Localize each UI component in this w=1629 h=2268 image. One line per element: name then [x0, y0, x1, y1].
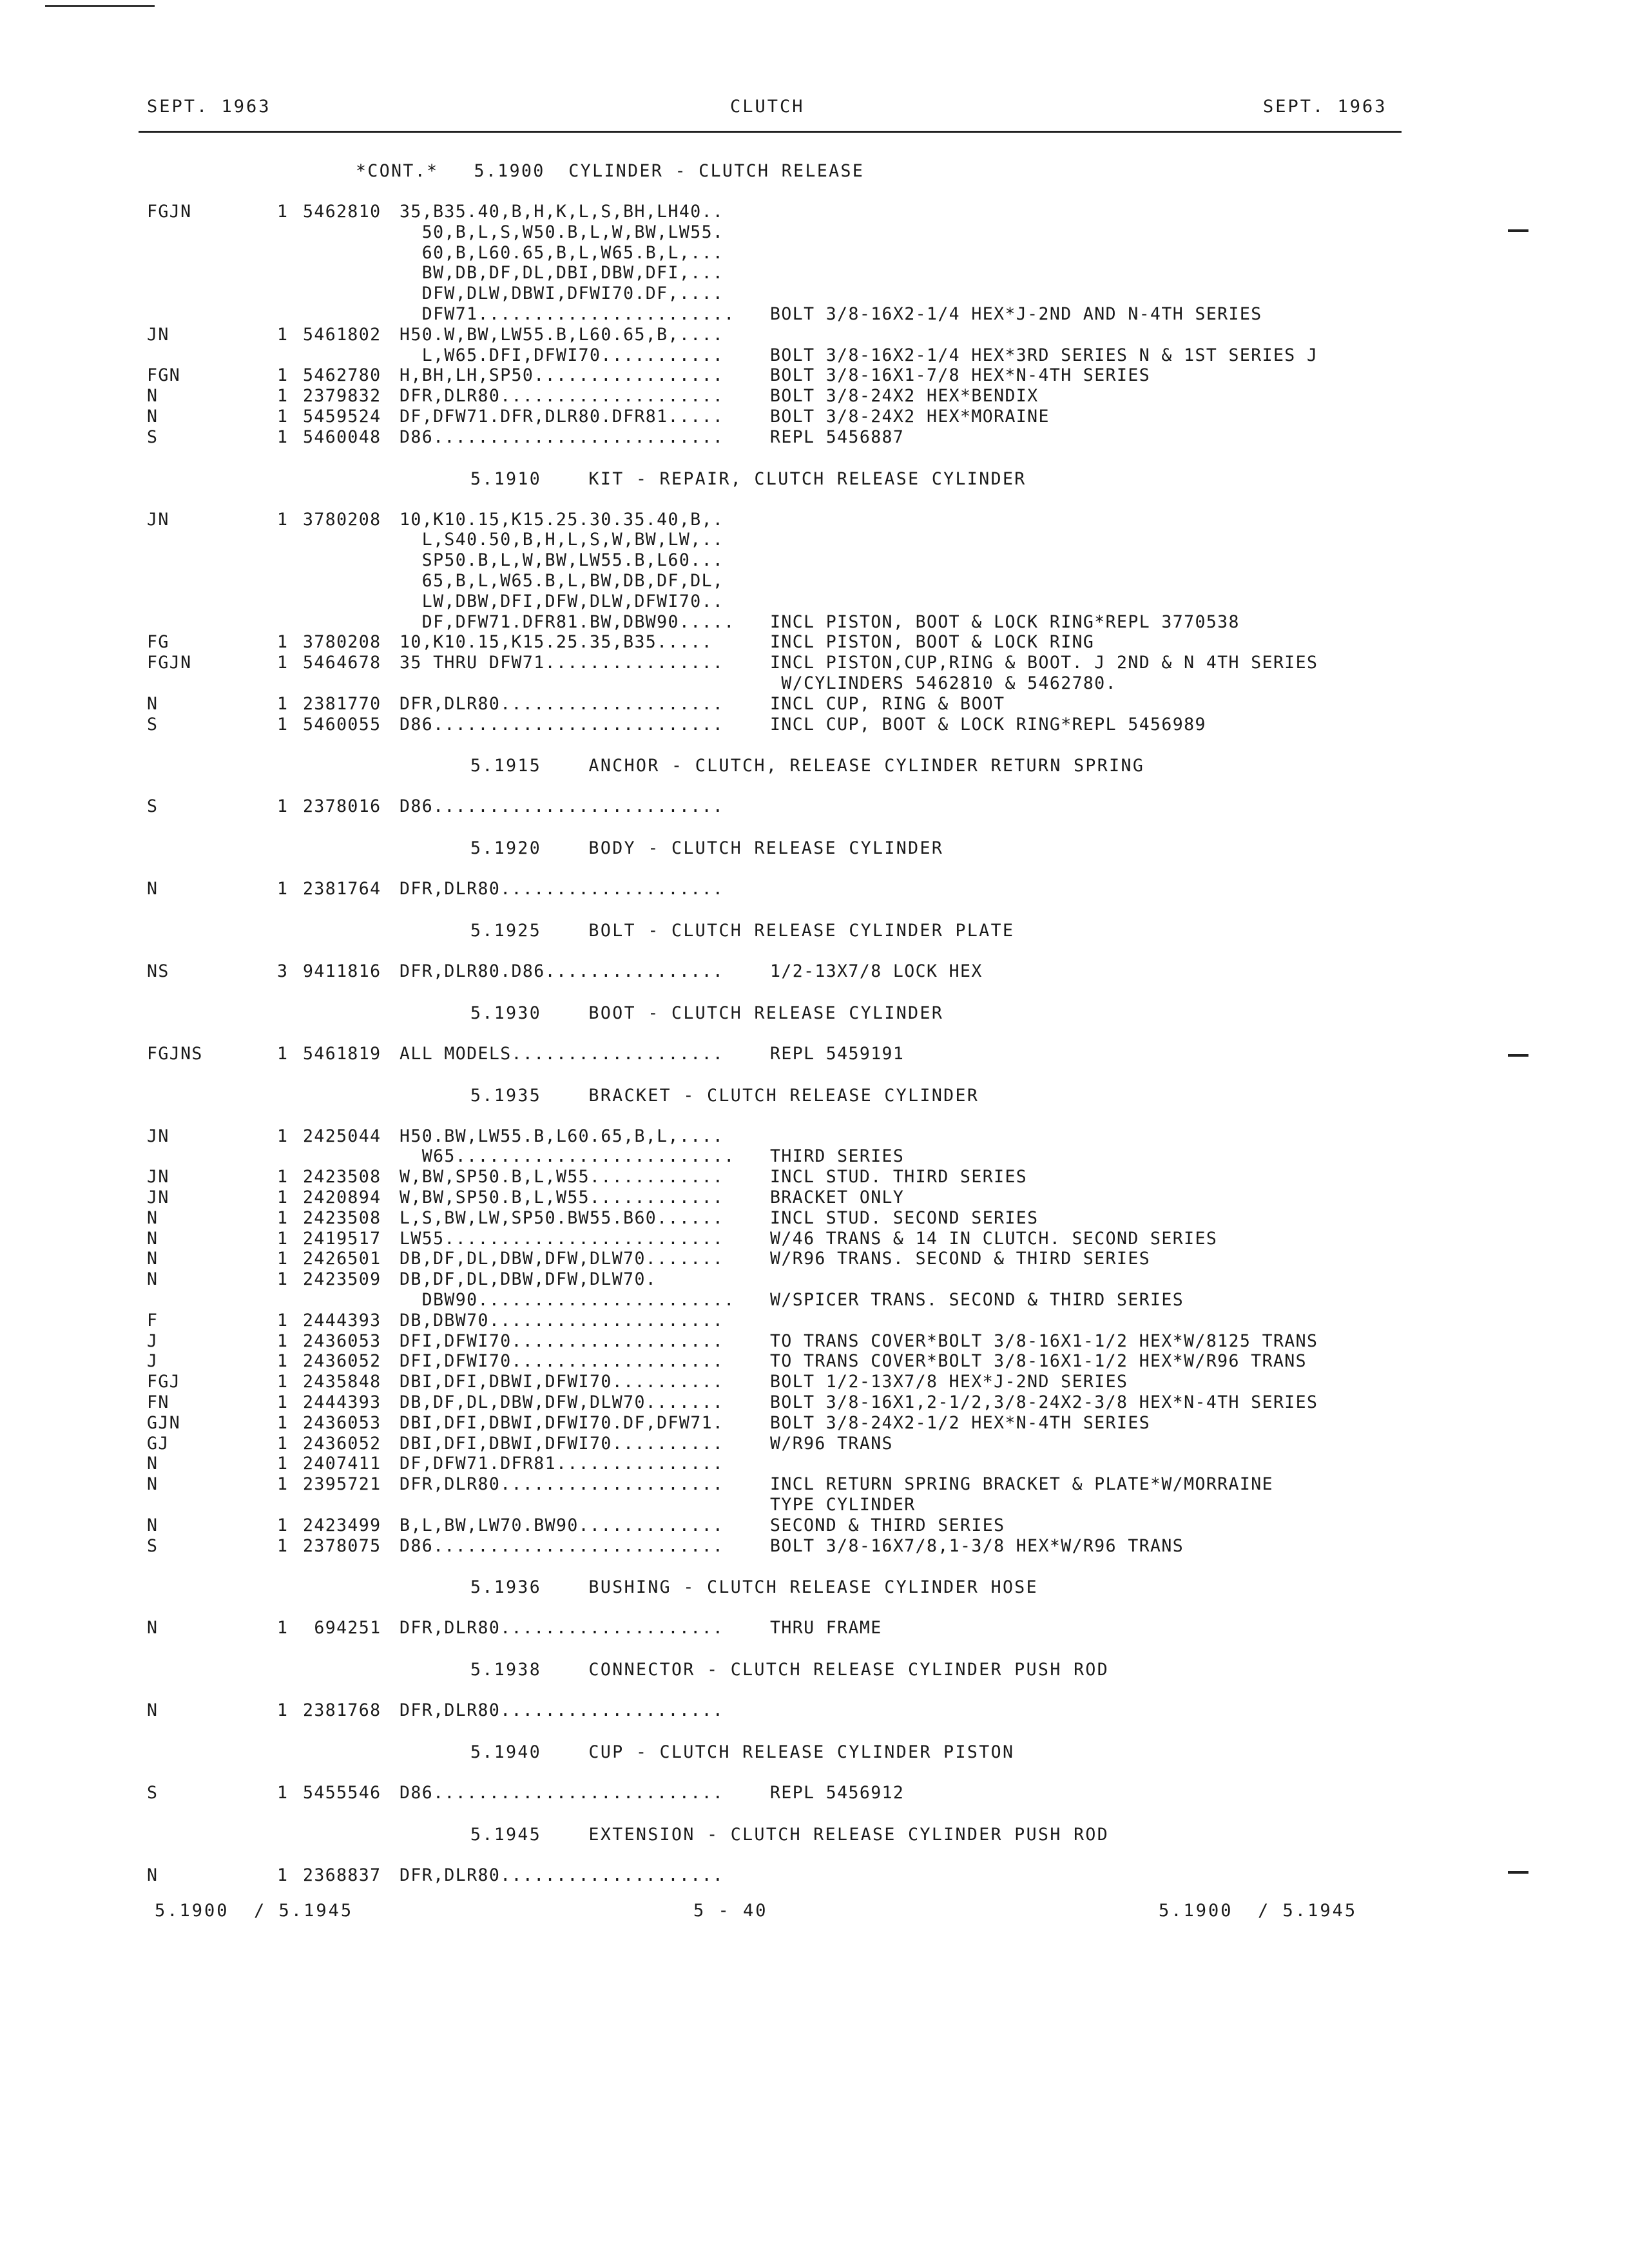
quantity: 1: [277, 796, 289, 817]
model-codes: N: [147, 1865, 159, 1885]
section-title: 5.1935 BRACKET - CLUTCH RELEASE CYLINDER: [470, 1085, 979, 1106]
model-codes: GJN: [147, 1412, 181, 1433]
model-codes: JN: [147, 509, 169, 530]
model-codes: N: [147, 1207, 159, 1228]
section-title: 5.1925 BOLT - CLUTCH RELEASE CYLINDER PLATE: [470, 921, 1015, 941]
applicable-models: DBI,DFI,DBWI,DFWI70.DF,DFW71.: [400, 1412, 724, 1433]
part-number: 2379832: [303, 386, 381, 407]
part-note: REPL 5459191: [770, 1043, 905, 1064]
quantity: 1: [277, 386, 289, 407]
part-number: 5462780: [303, 365, 381, 386]
model-codes: J: [147, 1351, 159, 1372]
part-note: 1/2-13X7/8 LOCK HEX: [770, 961, 983, 981]
applicable-models: DB,DBW70.....................: [400, 1310, 724, 1331]
model-codes: N: [147, 1269, 159, 1290]
footer-page-number: 5 - 40: [693, 1901, 768, 1921]
section-title: 5.1945 EXTENSION - CLUTCH RELEASE CYLINDER PUSH ROD: [470, 1824, 1110, 1845]
part-note: INCL PISTON, BOOT & LOCK RING: [770, 632, 1095, 653]
applicable-models: D86..........................: [400, 427, 724, 447]
model-codes: N: [147, 693, 159, 714]
applicable-models: DB,DF,DL,DBW,DFW,DLW70.......: [400, 1392, 724, 1412]
quantity: 1: [277, 1187, 289, 1207]
part-number: 5461819: [303, 1043, 381, 1064]
part-number: 2368837: [303, 1865, 381, 1885]
section-title: 5.1910 KIT - REPAIR, CLUTCH RELEASE CYLINDER: [470, 468, 1027, 489]
part-number: 5455546: [303, 1783, 381, 1803]
part-note: BOLT 3/8-24X2-1/2 HEX*N-4TH SERIES: [770, 1412, 1151, 1433]
part-number: 2423508: [303, 1167, 381, 1187]
model-codes: FGJ: [147, 1372, 181, 1392]
applicable-models: DFR,DLR80.D86................: [400, 961, 724, 981]
model-codes: N: [147, 1249, 159, 1269]
part-number: 5459524: [303, 407, 381, 427]
applicable-models: LW,DBW,DFI,DFW,DLW,DFWI70..: [400, 591, 724, 611]
quantity: 1: [277, 1310, 289, 1331]
part-number: 9411816: [303, 961, 381, 981]
applicable-models: DFR,DLR80....................: [400, 1474, 724, 1495]
quantity: 1: [277, 1043, 289, 1064]
part-number: 2444393: [303, 1310, 381, 1331]
model-codes: FG: [147, 632, 169, 653]
quantity: 1: [277, 879, 289, 899]
model-codes: JN: [147, 1187, 169, 1207]
applicable-models: DB,DF,DL,DBW,DFW,DLW70.: [400, 1269, 657, 1290]
part-note: INCL CUP, RING & BOOT: [770, 693, 1005, 714]
part-number: 2420894: [303, 1187, 381, 1207]
footer-range-right: 5.1900 / 5.1945: [1159, 1901, 1358, 1921]
applicable-models: 35,B35.40,B,H,K,L,S,BH,LH40..: [400, 202, 724, 222]
quantity: 1: [277, 427, 289, 447]
header-rule: [139, 131, 1402, 133]
applicable-models: W,BW,SP50.B,L,W55............: [400, 1187, 724, 1207]
part-note: BOLT 3/8-16X2-1/4 HEX*J-2ND AND N-4TH SERIES: [770, 304, 1262, 324]
quantity: 1: [277, 1618, 289, 1639]
margin-mark: [1508, 1054, 1528, 1057]
quantity: 3: [277, 961, 289, 981]
applicable-models: SP50.B,L,W,BW,LW55.B,L60...: [400, 550, 724, 571]
applicable-models: DF,DFW71.DFR81...............: [400, 1454, 724, 1474]
model-codes: N: [147, 1474, 159, 1495]
applicable-models: DBI,DFI,DBWI,DFWI70..........: [400, 1372, 724, 1392]
quantity: 1: [277, 1474, 289, 1495]
part-note: BOLT 3/8-16X7/8,1-3/8 HEX*W/R96 TRANS: [770, 1535, 1184, 1556]
part-number: 2436052: [303, 1351, 381, 1372]
footer-range-left: 5.1900 / 5.1945: [155, 1901, 354, 1921]
quantity: 1: [277, 1269, 289, 1290]
part-note: INCL STUD. THIRD SERIES: [770, 1167, 1028, 1187]
header-date-right: SEPT. 1963: [1263, 97, 1387, 117]
part-number: 5462810: [303, 202, 381, 222]
part-number: 3780208: [303, 509, 381, 530]
quantity: 1: [277, 202, 289, 222]
model-codes: N: [147, 386, 159, 407]
model-codes: N: [147, 879, 159, 899]
part-number: 2436053: [303, 1412, 381, 1433]
applicable-models: DFR,DLR80....................: [400, 1618, 724, 1639]
applicable-models: H50.BW,LW55.B,L60.65,B,L,....: [400, 1126, 724, 1146]
quantity: 1: [277, 1433, 289, 1454]
part-note: INCL CUP, BOOT & LOCK RING*REPL 5456989: [770, 714, 1206, 735]
applicable-models: DFI,DFWI70...................: [400, 1331, 724, 1351]
margin-mark: [1508, 229, 1528, 232]
quantity: 1: [277, 1207, 289, 1228]
quantity: 1: [277, 1331, 289, 1351]
applicable-models: DFR,DLR80....................: [400, 386, 724, 407]
part-number: 2436053: [303, 1331, 381, 1351]
applicable-models: DF,DFW71.DFR81.BW,DBW90.....: [400, 611, 735, 632]
applicable-models: 35 THRU DFW71................: [400, 653, 724, 673]
applicable-models: L,W65.DFI,DFWI70...........: [400, 345, 724, 365]
applicable-models: ALL MODELS...................: [400, 1043, 724, 1064]
part-number: 2425044: [303, 1126, 381, 1146]
model-codes: N: [147, 1700, 159, 1721]
part-note: THRU FRAME: [770, 1618, 882, 1639]
quantity: 1: [277, 324, 289, 345]
part-note: W/CYLINDERS 5462810 & 5462780.: [770, 673, 1117, 693]
quantity: 1: [277, 1249, 289, 1269]
part-note: INCL RETURN SPRING BRACKET & PLATE*W/MORRAINE: [770, 1474, 1273, 1495]
part-note: BOLT 3/8-16X1,2-1/2,3/8-24X2-3/8 HEX*N-4TH SERIES: [770, 1392, 1318, 1412]
model-codes: S: [147, 427, 159, 447]
model-codes: FGN: [147, 365, 181, 386]
part-number: 5460055: [303, 714, 381, 735]
applicable-models: 50,B,L,S,W50.B,L,W,BW,LW55.: [400, 222, 724, 242]
applicable-models: W65.........................: [400, 1146, 735, 1167]
part-number: 2436052: [303, 1433, 381, 1454]
model-codes: N: [147, 1618, 159, 1639]
applicable-models: 10,K10.15,K15.25.30.35.40,B,.: [400, 509, 724, 530]
model-codes: GJ: [147, 1433, 169, 1454]
part-number: 2423508: [303, 1207, 381, 1228]
applicable-models: H,BH,LH,SP50.................: [400, 365, 724, 386]
part-note: W/R96 TRANS: [770, 1433, 893, 1454]
part-note: INCL PISTON, BOOT & LOCK RING*REPL 3770538: [770, 611, 1240, 632]
applicable-models: DFI,DFWI70...................: [400, 1351, 724, 1372]
part-note: W/SPICER TRANS. SECOND & THIRD SERIES: [770, 1290, 1184, 1310]
part-number: 2423509: [303, 1269, 381, 1290]
quantity: 1: [277, 1412, 289, 1433]
model-codes: J: [147, 1331, 159, 1351]
model-codes: FGJN: [147, 202, 192, 222]
applicable-models: B,L,BW,LW70.BW90.............: [400, 1515, 724, 1535]
section-title: *CONT.* 5.1900 CYLINDER - CLUTCH RELEASE: [356, 161, 865, 181]
part-note: INCL STUD. SECOND SERIES: [770, 1207, 1039, 1228]
applicable-models: 65,B,L,W65.B,L,BW,DB,DF,DL,: [400, 571, 724, 591]
section-title: 5.1915 ANCHOR - CLUTCH, RELEASE CYLINDER RETURN SPRING: [470, 756, 1145, 776]
quantity: 1: [277, 632, 289, 653]
part-number: 2378016: [303, 796, 381, 817]
applicable-models: DFR,DLR80....................: [400, 879, 724, 899]
model-codes: N: [147, 1454, 159, 1474]
applicable-models: DFW,DLW,DBWI,DFWI70.DF,....: [400, 284, 724, 304]
quantity: 1: [277, 1351, 289, 1372]
part-note: INCL PISTON,CUP,RING & BOOT. J 2ND & N 4TH SERIES: [770, 653, 1318, 673]
part-number: 2407411: [303, 1454, 381, 1474]
applicable-models: DFR,DLR80....................: [400, 693, 724, 714]
quantity: 1: [277, 1865, 289, 1885]
quantity: 1: [277, 1535, 289, 1556]
applicable-models: H50.W,BW,LW55.B,L60.65,B,....: [400, 324, 724, 345]
applicable-models: DF,DFW71.DFR,DLR80.DFR81.....: [400, 407, 724, 427]
part-note: REPL 5456887: [770, 427, 905, 447]
model-codes: N: [147, 1228, 159, 1249]
part-number: 2426501: [303, 1249, 381, 1269]
model-codes: FN: [147, 1392, 169, 1412]
header-date-left: SEPT. 1963: [147, 97, 271, 117]
quantity: 1: [277, 1126, 289, 1146]
quantity: 1: [277, 693, 289, 714]
applicable-models: W,BW,SP50.B,L,W55............: [400, 1167, 724, 1187]
part-note: W/46 TRANS & 14 IN CLUTCH. SECOND SERIES: [770, 1228, 1218, 1249]
model-codes: JN: [147, 1126, 169, 1146]
quantity: 1: [277, 407, 289, 427]
part-number: 2419517: [303, 1228, 381, 1249]
applicable-models: DB,DF,DL,DBW,DFW,DLW70.......: [400, 1249, 724, 1269]
quantity: 1: [277, 509, 289, 530]
applicable-models: DFW71.......................: [400, 304, 735, 324]
part-number: 2435848: [303, 1372, 381, 1392]
section-title: 5.1920 BODY - CLUTCH RELEASE CYLINDER: [470, 838, 944, 859]
part-number: 2444393: [303, 1392, 381, 1412]
section-title: 5.1936 BUSHING - CLUTCH RELEASE CYLINDER HOSE: [470, 1577, 1039, 1598]
part-number: 2381770: [303, 693, 381, 714]
applicable-models: LW55.........................: [400, 1228, 724, 1249]
quantity: 1: [277, 714, 289, 735]
part-number: 2378075: [303, 1535, 381, 1556]
section-title: 5.1938 CONNECTOR - CLUTCH RELEASE CYLINDER PUSH ROD: [470, 1660, 1110, 1680]
section-title: 5.1930 BOOT - CLUTCH RELEASE CYLINDER: [470, 1003, 944, 1023]
applicable-models: DBI,DFI,DBWI,DFWI70..........: [400, 1433, 724, 1454]
applicable-models: DBW90.......................: [400, 1290, 735, 1310]
model-codes: N: [147, 1515, 159, 1535]
model-codes: NS: [147, 961, 169, 981]
quantity: 1: [277, 1372, 289, 1392]
quantity: 1: [277, 365, 289, 386]
model-codes: FGJNS: [147, 1043, 203, 1064]
part-note: W/R96 TRANS. SECOND & THIRD SERIES: [770, 1249, 1151, 1269]
part-note: BOLT 1/2-13X7/8 HEX*J-2ND SERIES: [770, 1372, 1128, 1392]
part-note: BOLT 3/8-24X2 HEX*MORAINE: [770, 407, 1050, 427]
section-title: 5.1940 CUP - CLUTCH RELEASE CYLINDER PISTON: [470, 1742, 1015, 1762]
applicable-models: 60,B,L60.65,B,L,W65.B,L,...: [400, 242, 724, 263]
part-number: 2381768: [303, 1700, 381, 1721]
margin-mark: [1508, 1871, 1528, 1874]
part-number: 2381764: [303, 879, 381, 899]
quantity: 1: [277, 1167, 289, 1187]
model-codes: JN: [147, 324, 169, 345]
applicable-models: BW,DB,DF,DL,DBI,DBW,DFI,...: [400, 263, 724, 284]
part-number: 5460048: [303, 427, 381, 447]
model-codes: S: [147, 1783, 159, 1803]
applicable-models: D86..........................: [400, 1535, 724, 1556]
part-note: SECOND & THIRD SERIES: [770, 1515, 1005, 1535]
model-codes: JN: [147, 1167, 169, 1187]
quantity: 1: [277, 1454, 289, 1474]
quantity: 1: [277, 1228, 289, 1249]
part-note: THIRD SERIES: [770, 1146, 905, 1167]
applicable-models: D86..........................: [400, 796, 724, 817]
quantity: 1: [277, 1392, 289, 1412]
applicable-models: DFR,DLR80....................: [400, 1700, 724, 1721]
part-note: TO TRANS COVER*BOLT 3/8-16X1-1/2 HEX*W/R96 TRANS: [770, 1351, 1307, 1372]
applicable-models: L,S40.50,B,H,L,S,W,BW,LW,..: [400, 530, 724, 550]
applicable-models: DFR,DLR80....................: [400, 1865, 724, 1885]
applicable-models: D86..........................: [400, 714, 724, 735]
model-codes: S: [147, 796, 159, 817]
part-number: 2423499: [303, 1515, 381, 1535]
quantity: 1: [277, 653, 289, 673]
header-title: CLUTCH: [730, 97, 805, 117]
part-note: TO TRANS COVER*BOLT 3/8-16X1-1/2 HEX*W/8125 TRANS: [770, 1331, 1318, 1351]
model-codes: FGJN: [147, 653, 192, 673]
part-number: 5461802: [303, 324, 381, 345]
applicable-models: 10,K10.15,K15.25.35,B35.....: [400, 632, 713, 653]
part-note: BOLT 3/8-16X1-7/8 HEX*N-4TH SERIES: [770, 365, 1151, 386]
part-note: BOLT 3/8-16X2-1/4 HEX*3RD SERIES N & 1ST SERIES J: [770, 345, 1318, 365]
part-number: 694251: [303, 1618, 381, 1639]
part-note: BOLT 3/8-24X2 HEX*BENDIX: [770, 386, 1039, 407]
model-codes: S: [147, 714, 159, 735]
quantity: 1: [277, 1515, 289, 1535]
part-number: 3780208: [303, 632, 381, 653]
top-edge-rule: [45, 5, 155, 7]
applicable-models: D86..........................: [400, 1783, 724, 1803]
model-codes: N: [147, 407, 159, 427]
applicable-models: L,S,BW,LW,SP50.BW55.B60......: [400, 1207, 724, 1228]
part-number: 5464678: [303, 653, 381, 673]
model-codes: S: [147, 1535, 159, 1556]
part-note: TYPE CYLINDER: [770, 1495, 916, 1515]
part-note: BRACKET ONLY: [770, 1187, 905, 1207]
model-codes: F: [147, 1310, 159, 1331]
part-number: 2395721: [303, 1474, 381, 1495]
quantity: 1: [277, 1783, 289, 1803]
quantity: 1: [277, 1700, 289, 1721]
part-note: REPL 5456912: [770, 1783, 905, 1803]
